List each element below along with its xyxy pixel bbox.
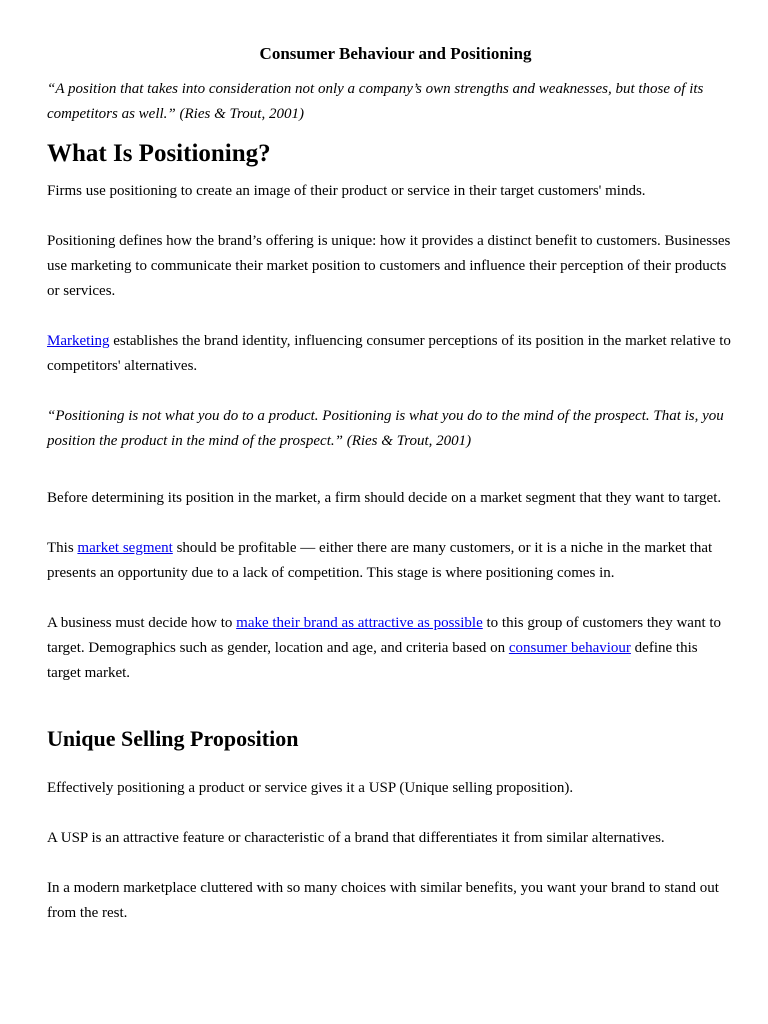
paragraph-text: A business must decide how to xyxy=(47,615,237,631)
heading-what-is-positioning: What Is Positioning? xyxy=(47,140,271,167)
paragraph-text: to this group of customers they want to target. Demographics such as gender, location and age, and criteria based on xyxy=(47,615,722,656)
paragraph-market-segment xyxy=(47,536,732,586)
document-title: Consumer Behaviour and Positioning xyxy=(259,44,532,63)
link-consumer-behaviour[interactable]: consumer behaviour xyxy=(508,640,631,656)
paragraph-before-determining: Before determining its position in the market, a firm should decide on a market segment that they want to target. xyxy=(47,490,722,506)
opening-quote: “A position that takes into consideration not only a company’s own strengths and weaknesses, but those of its competitors as well.” (Ries & Trout, 2001) xyxy=(47,81,704,122)
link-make-brand-attractive[interactable]: make their brand as attractive as possible xyxy=(236,615,483,631)
paragraph-usp-definition: A USP is an attractive feature or characteristic of a brand that differentiates it from similar alternatives. xyxy=(47,830,665,846)
link-marketing[interactable]: Marketing xyxy=(47,333,110,349)
paragraph-text: should be profitable — either there are many customers, or it is a niche in the market that presents an opportunity due to a lack of competition. This stage is where positioning comes in. xyxy=(47,540,713,581)
paragraph-firms-use-positioning: Firms use positioning to create an image of their product or service in their target customers' minds. xyxy=(47,183,646,199)
heading-unique-selling-proposition: Unique Selling Proposition xyxy=(47,726,299,751)
paragraph-marketing-establishes xyxy=(47,329,732,379)
paragraph-effectively-positioning: Effectively positioning a product or service gives it a USP (Unique selling proposition). xyxy=(47,780,574,796)
paragraph-text: establishes the brand identity, influencing consumer perceptions of its position in the market relative to competitors' alternatives. xyxy=(47,333,731,374)
paragraph-text: This xyxy=(47,540,78,556)
paragraph-positioning-defines: Positioning defines how the brand’s offering is unique: how it provides a distinct benefit to customers. Businesses use marketing to communicate their market position to customers and influence their perception of their products or services. xyxy=(47,233,731,299)
paragraph-business-must-decide xyxy=(47,611,732,686)
link-market-segment[interactable]: market segment xyxy=(77,540,173,556)
paragraph-text: define this target market. xyxy=(47,640,698,681)
positioning-quote: “Positioning is not what you do to a product. Positioning is what you do to the mind of the prospect. That is, you position the product in the mind of the prospect.” (Ries & Trout, 2001) xyxy=(47,408,724,449)
paragraph-modern-marketplace: In a modern marketplace cluttered with so many choices with similar benefits, you want your brand to stand out from the rest. xyxy=(47,880,719,921)
